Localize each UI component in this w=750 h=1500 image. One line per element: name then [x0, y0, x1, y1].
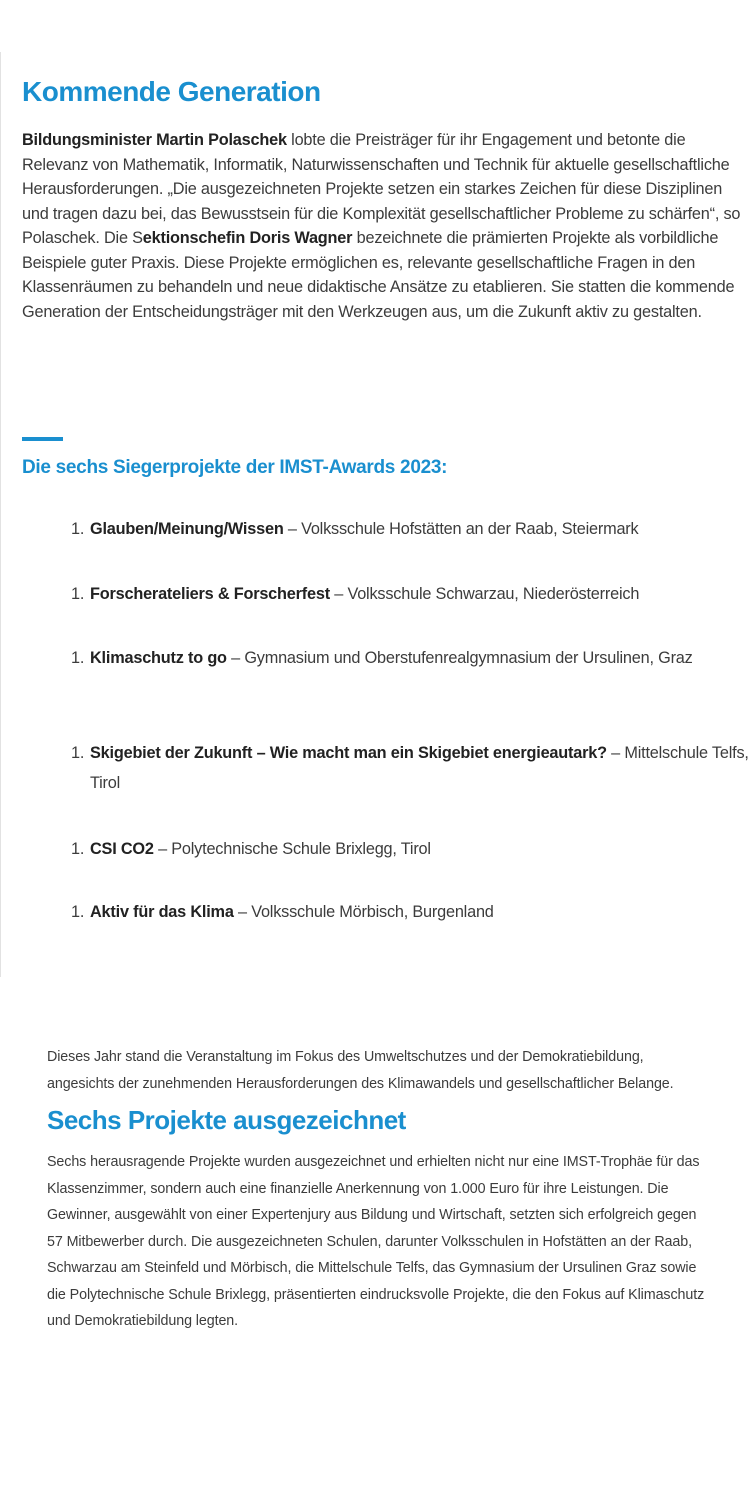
project-school: – Polytechnische Schule Brixlegg, Tirol — [153, 840, 431, 858]
list-number: 1. — [71, 585, 85, 603]
list-number: 1. — [71, 840, 85, 858]
intro-paragraph — [22, 128, 744, 324]
project-title: Glauben/Meinung/Wissen — [90, 520, 284, 538]
accent-divider — [22, 437, 63, 441]
intro-text-part-2: bezeichnete die prämierten Projekte als vorbildliche Beispiele guter Praxis. Diese Projekte ermöglichen es, relevante gesellschaftliche Fragen in den Klassenräumen zu behandeln und neue didaktische Ansätze zu etablieren. Sie statten die kommende Generation der Entscheidungsträger mit den Werkzeugen aus, um die Zukunft aktiv zu gestalten. — [22, 229, 735, 321]
intro-text-part-1: lobte die Preisträger für ihr Engagement und betonte die Relevanz von Mathematik, Informatik, Naturwissenschaften und Technik für aktuelle gesellschaftliche Herausforderungen. „Die ausgezeichneten Projekte setzen ein starkes Zeichen für diese Disziplinen und tragen dazu bei, das Bewusstsein für die Komplexität gesellschaftlicher Probleme zu schärfen“, so Polaschek. Die S — [22, 131, 741, 247]
project-school: – Volksschule Mörbisch, Burgenland — [233, 903, 494, 921]
section-heading: Kommende Generation — [22, 76, 321, 107]
list-item — [71, 643, 750, 673]
article-section-kommende-generation — [0, 52, 750, 977]
list-number: 1. — [71, 744, 85, 762]
project-title: Aktiv für das Klima — [90, 903, 234, 921]
list-item — [71, 738, 750, 798]
list-number: 1. — [71, 649, 85, 667]
winners-heading: Die sechs Siegerprojekte der IMST-Awards 2023: — [22, 457, 448, 478]
awards-paragraph: Sechs herausragende Projekte wurden ausgezeichnet und erhielten nicht nur eine IMST-Trophäe für das Klassenzimmer, sondern auch eine finanzielle Anerkennung von 1.000 Euro für ihre Leistungen. Die Gewinner, ausgewählt von einer Expertenjury aus Bildung und Wirtschaft, setzten sich erfolgreich gegen 57 Mitbewerber durch. Die ausgezeichneten Schulen, darunter Volksschulen in Hofstätten an der Raab, Schwarzau am Steinfeld und Mörbisch, die Mittelschule Telfs, das Gymnasium der Ursulinen Graz sowie die Polytechnische Schule Brixlegg, präsentierten eindrucksvolle Projekte, die den Fokus auf Klimaschutz und Demokratiebildung legten. — [47, 1154, 705, 1329]
project-school: – Gymnasium und Oberstufenrealgymnasium der Ursulinen, Graz — [226, 649, 693, 667]
project-school: – Volksschule Schwarzau, Niederösterreich — [329, 585, 640, 603]
project-title: Forscherateliers & Forscherfest — [90, 585, 330, 603]
project-title: Skigebiet der Zukunft – Wie macht man ein Skigebiet energieautark? — [90, 744, 607, 762]
article-section-sechs-projekte — [47, 1044, 707, 1335]
minister-name: Bildungsminister Martin Polaschek — [22, 131, 287, 149]
project-title: CSI CO2 — [90, 840, 154, 858]
sektionschefin-name: ektionschefin Doris Wagner — [142, 229, 353, 247]
list-item — [71, 834, 750, 864]
list-item — [71, 514, 750, 544]
project-school: – Volksschule Hofstätten an der Raab, Steiermark — [283, 520, 639, 538]
event-focus-paragraph: Dieses Jahr stand die Veranstaltung im Fokus des Umweltschutzes und der Demokratiebildung, angesichts der zunehmenden Herausforderungen des Klimawandels und gesellschaftlicher Belange. — [47, 1049, 674, 1092]
project-school: – Mittelschule Telfs, Tirol — [90, 744, 749, 792]
list-item — [71, 579, 750, 609]
section-heading: Sechs Projekte ausgezeichnet — [47, 1105, 406, 1135]
list-number: 1. — [71, 520, 85, 538]
list-number: 1. — [71, 903, 85, 921]
project-title: Klimaschutz to go — [90, 649, 227, 667]
list-item — [71, 897, 750, 927]
